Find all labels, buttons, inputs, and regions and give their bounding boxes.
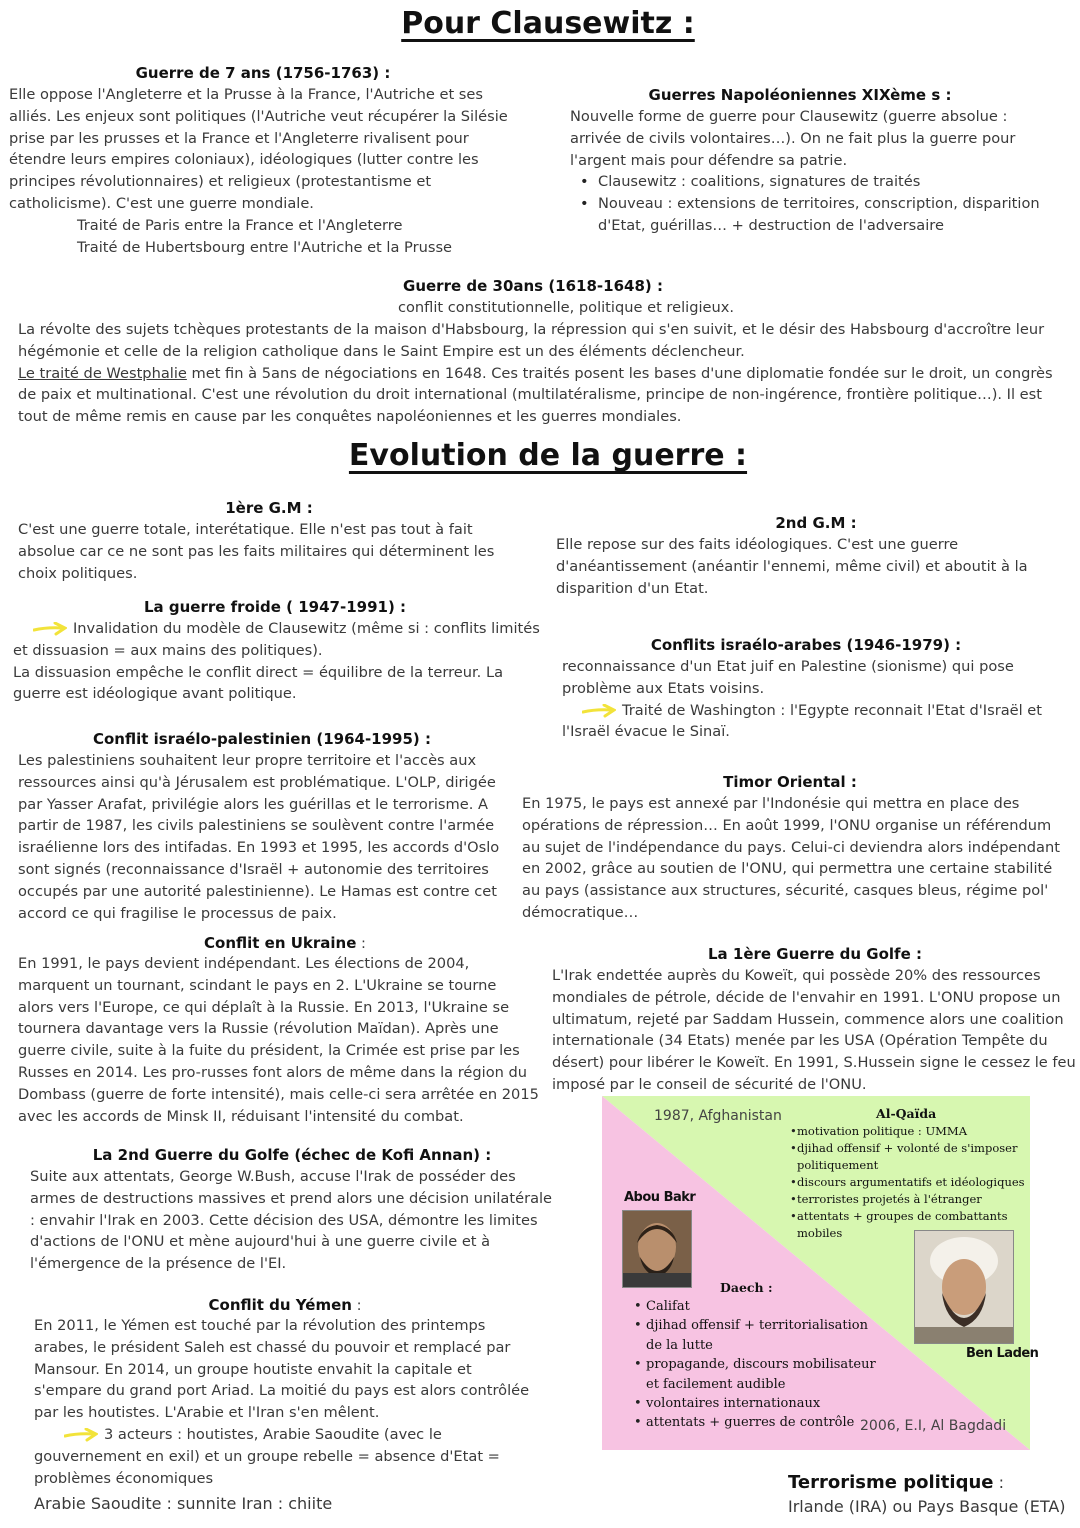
alqaida-item: • attentats + groupes de combattants [780,1208,1025,1225]
abou-bakr-label: Abou Bakr [624,1190,696,1205]
heading-terrorisme-politique: Terrorisme politique : [788,1472,1004,1493]
text-guerre-froide: Invalidation du modèle de Clausewitz (même si : conflits limités et dissuasion = aux mains des politiques). La dissuasion empêche le conflit direct = équilibre de la terreur. La guerre est idéologique avant politique. [13,620,540,703]
ben-laden-label: Ben Laden [966,1346,1039,1361]
title-pour-clausewitz: Pour Clausewitz : [401,6,695,41]
heading-guerres-napoleoniennes: Guerres Napoléoniennes XIXème s : [648,86,952,104]
text-timor-oriental: En 1975, le pays est annexé par l'Indonésie qui mettra en place des opérations de répression… En août 1999, l'ONU organise un référendum au sujet de l'indépendance du pays. Celui-ci deviendra alors indépendant en 2002, grâce au soutien de l'ONU, qui permettra une certaine stabilité au pays (assistance aux structures, sécurité, casques bleus, régime pol' démocratique… [522,795,1060,921]
subtitle-guerre-30-ans: conflit constitutionnelle, politique et religieux. [397,299,735,316]
heading-guerre-froide: La guerre froide ( 1947-1991) : [143,598,407,616]
heading-1ere-gm: 1ère G.M : [225,499,313,517]
alqaida-item: • terroristes projetés à l'étranger [780,1191,1025,1208]
alqaida-date: 1987, Afghanistan [654,1108,782,1124]
heading-2nd-guerre-golfe: La 2nd Guerre du Golfe (échec de Kofi Annan) : [92,1146,492,1164]
alqaida-item: • djihad offensif + volonté de s'imposer [780,1140,1025,1157]
text-guerre-7-ans: Elle oppose l'Angleterre et la Prusse à la France, l'Autriche et ses alliés. Les enjeux sont politiques (l'Autriche veut récupérer la Silésie prise par les prusses et la France et l'Angleterre rivalisent pour étendre leurs empires coloniaux), idéologiques (lutter contre les principes révolutionnaires) et religieux (protestantisme et catholicisme). C'est une guerre mondiale. Traité de Paris entre la France et l'Angleterre Traité de Hubertsbourg entre l'Autriche et la Prusse [9,86,508,256]
daech-item: • djihad offensif + territorialisation [624,1316,876,1335]
text-1ere-gm: C'est une guerre totale, interétatique. Elle n'est pas tout à fait absolue car ce ne sont pas les faits militaires qui déterminent les choix politiques. [18,521,495,582]
text-2nd-gm: Elle repose sur des faits idéologiques. C'est une guerre d'anéantissement (anéantir l'ennemi, même civil) et aboutit à la disparition d'un Etat. [556,536,1028,597]
heading-conflit-israelo-palestinien: Conflit israélo-palestinien (1964-1995) : [92,730,432,748]
bullet-item: • Clausewitz : coalitions, signatures de traités [570,171,1040,193]
text-conflit-israelo-palestinien: Les palestiniens souhaitent leur propre territoire et l'accès aux ressources ainsi qu'à Jérusalem est problématique. L'OLP, dirigée par Yasser Arafat, privilégie alors les guérillas et le terrorisme. A partir de 1987, les civils palestiniens se soulèvent contre l'armée israélienne lors des intifadas. En 1993 et 1995, les accords d'Oslo sont signés (reconnaissance d'Israël + autonomie des territoires occupés par une autorité palestinienne). Le Hamas est contre cet accord ce qui fragilise le processus de paix. [18,752,500,922]
text-conflit-ukraine: En 1991, le pays devient indépendant. Les élections de 2004, marquent un tournant, scindant le pays en 2. L'Ukraine se tourne alors vers l'Europe, ce qui déplaît à la Russie. En 2013, l'Ukraine se tournera davantage vers la Russie (révolution Maïdan). Après une guerre civile, suite à la fuite du président, la Crimée est prise par les Russes en 2014. Les pro-russes font alors de même dans la région du Dombass (guerre de forte intensité), mais celle-ci sera arrêtée en 2015 avec les accords de Minsk II, réduisant l'intensité du combat. [18,955,539,1125]
abou-bakr-photo [622,1210,692,1288]
bullet-item: • Nouveau : extensions de territoires, conscription, disparition [570,193,1040,215]
ben-laden-photo [914,1230,1014,1344]
text-terrorisme-politique: Irlande (IRA) ou Pays Basque (ETA) [788,1497,1066,1516]
text-2nd-guerre-golfe: Suite aux attentats, George W.Bush, accuse l'Irak de posséder des armes de destructions massives et prend alors une décision unilatérale : envahir l'Irak en 2003. Cette décision des USA, démontre les limites d'actions de l'ONU et mène aujourd'hui à une guerre civile et à l'émergence de la présence de l'EI. [30,1168,553,1273]
alqaida-title: Al-Qaïda [876,1106,937,1121]
heading-guerre-30-ans: Guerre de 30ans (1618-1648) : [403,277,663,295]
text-conflits-israelo-arabes: reconnaissance d'un Etat juif en Palestine (sionisme) qui pose problème aux Etats voisins. Traité de Washington : l'Egypte reconnait l'Etat d'Israël et l'Israël évacue le Sinaï. [562,658,1043,741]
heading-conflit-yemen: Conflit du Yémen : [208,1296,362,1314]
heading-2nd-gm: 2nd G.M : [775,514,857,532]
daech-item: • volontaires internationaux [624,1394,876,1413]
arrow-icon [33,622,67,636]
heading-guerre-7-ans: Guerre de 7 ans (1756-1763) : [135,64,391,82]
alqaida-item: • discours argumentatifs et idéologiques [780,1174,1025,1191]
daech-title: Daech : [720,1280,773,1295]
arrow-icon [582,704,616,718]
daech-item: • propagande, discours mobilisateur [624,1355,876,1374]
arrow-icon [64,1428,98,1442]
alqaida-item: • motivation politique : UMMA [780,1123,1025,1140]
text-guerres-napoleoniennes: Nouvelle forme de guerre pour Clausewitz (guerre absolue : arrivée de civils volontaires…). On ne fait plus la guerre pour l'argent mais pour défendre sa patrie. • Clausewitz : coalitions, signatures de traités • Nouveau : extensions de territoires, conscription, disparition d'Etat, guérillas… + destruction de l'adversaire [570,106,1040,237]
heading-conflits-israelo-arabes: Conflits israélo-arabes (1946-1979) : [650,636,962,654]
daech-date: 2006, E.I, Al Bagdadi [860,1418,1007,1434]
daech-item: • Califat [624,1297,876,1316]
heading-1ere-guerre-golfe: La 1ère Guerre du Golfe : [708,945,922,963]
terrorism-diagram [602,1096,1039,1450]
daech-item: • attentats + guerres de contrôle [624,1413,876,1432]
heading-timor-oriental: Timor Oriental : [723,773,857,791]
westphalie-link[interactable]: Le traité de Westphalie [18,364,187,382]
heading-conflit-ukraine: Conflit en Ukraine : [204,934,366,952]
alqaida-list: • motivation politique : UMMA • djihad offensif + volonté de s'imposer politiquement • discours argumentatifs et idéologiques • terroristes projetés à l'étranger • attentats + groupes de combattants mobiles [780,1123,1025,1242]
text-conflit-yemen: En 2011, le Yémen est touché par la révolution des printemps arabes, le président Saleh est chassé du pouvoir et remplacé par Mansour. En 2014, un groupe houtiste envahit la capitale et s'empare du grand port Ariad. La moitié du pays est alors contrôlée par les houtistes. L'Arabie et l'Iran s'en mêlent. 3 acteurs : houtistes, Arabie Saoudite (avec le gouvernement en exil) et un groupe rebelle = absence d'Etat = problèmes économiques Arabie Saoudite : sunnite Iran : chiite [34,1317,530,1514]
daech-list: • Califat • djihad offensif + territorialisation de la lutte • propagande, discours mobilisateur et facilement audible • volontaires internationaux • attentats + guerres de contrôle [624,1297,876,1433]
text-guerre-30-ans: La révolte des sujets tchèques protestants de la maison d'Habsbourg, la répression qui s'en suivit, et le désir des Habsbourg d'accroître leur hégémonie et celle de la religion catholique dans le Saint Empire est un des éléments déclencheur. Le traité de Westphalie met fin à 5ans de négociations en 1648. Ces traités posent les bases d'une diplomatie fondée sur le droit, un congrès de paix et multinational. C'est une révolution du droit international (multilatéralisme, principe de non-ingérence, frontière politique…). Il est tout de même remis en cause par les conquêtes napoléoniennes et les guerres mondiales. [18,321,1053,426]
title-evolution-guerre: Evolution de la guerre : [348,438,748,473]
text-1ere-guerre-golfe: L'Irak endettée auprès du Koweït, qui possède 20% des ressources mondiales de pétrole, décide de l'envahir en 1991. L'ONU propose un ultimatum, rejeté par Saddam Hussein, commence alors une coalition internationale (34 Etats) menée par les USA (Opération Tempête du désert) pour libérer le Koweït. En 1991, S.Hussein signe le cessez le feu imposé par le conseil de sécurité de l'ONU. [552,967,1076,1093]
